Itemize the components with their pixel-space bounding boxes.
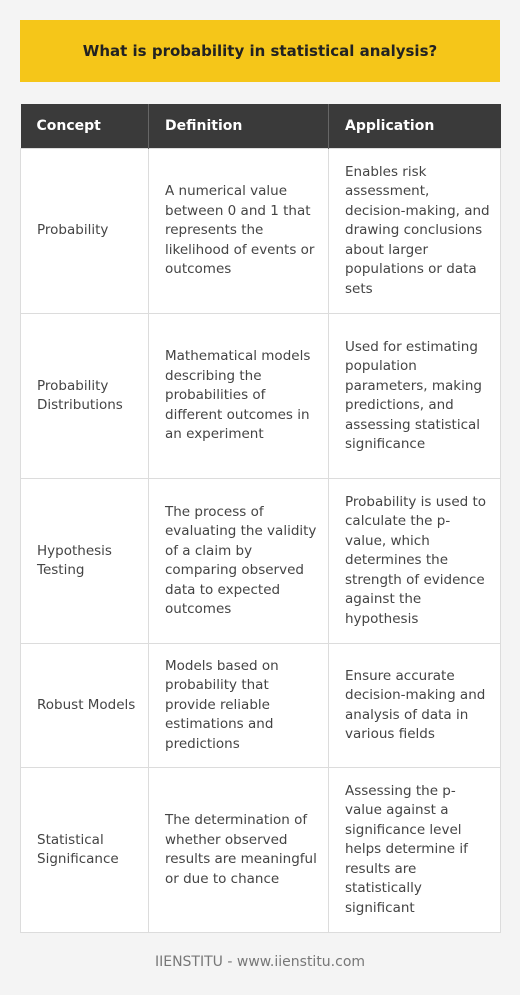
title-banner [20, 20, 500, 82]
concept-cell: Statistical Significance [21, 768, 149, 933]
header-definition: Definition [149, 104, 329, 149]
definition-cell: The process of evaluating the validity of a claim by comparing observed data to expected outcomes [149, 479, 329, 644]
definition-cell: The determination of whether observed results are meaningful or due to chance [149, 768, 329, 933]
concept-table [20, 104, 501, 933]
table-row [21, 644, 501, 768]
definition-cell: Mathematical models describing the probabilities of different outcomes in an experiment [149, 314, 329, 479]
footer-credit: IIENSTITU - www.iienstitu.com [154, 954, 366, 970]
concept-cell: Robust Models [21, 644, 149, 768]
table-row [21, 149, 501, 314]
application-cell: Used for estimating population parameters, making predictions, and assessing statistical significance [329, 314, 501, 479]
concept-cell: Probability Distributions [21, 314, 149, 479]
definition-cell: A numerical value between 0 and 1 that represents the likelihood of events or outcomes [149, 149, 329, 314]
definition-cell: Models based on probability that provide reliable estimations and predictions [149, 644, 329, 768]
header-application: Application [329, 104, 501, 149]
application-cell: Assessing the p-value against a significance level helps determine if results are statistically significant [329, 768, 501, 933]
table-row [21, 479, 501, 644]
application-cell: Ensure accurate decision-making and analysis of data in various fields [329, 644, 501, 768]
application-cell: Enables risk assessment, decision-making, and drawing conclusions about larger populations or data sets [329, 149, 501, 314]
concept-cell: Probability [21, 149, 149, 314]
page-title: What is probability in statistical analysis? [82, 42, 438, 60]
table-header-row [21, 104, 501, 149]
concept-cell: Hypothesis Testing [21, 479, 149, 644]
table-row [21, 314, 501, 479]
application-cell: Probability is used to calculate the p-value, which determines the strength of evidence against the hypothesis [329, 479, 501, 644]
header-concept: Concept [21, 104, 149, 149]
table-row [21, 768, 501, 933]
